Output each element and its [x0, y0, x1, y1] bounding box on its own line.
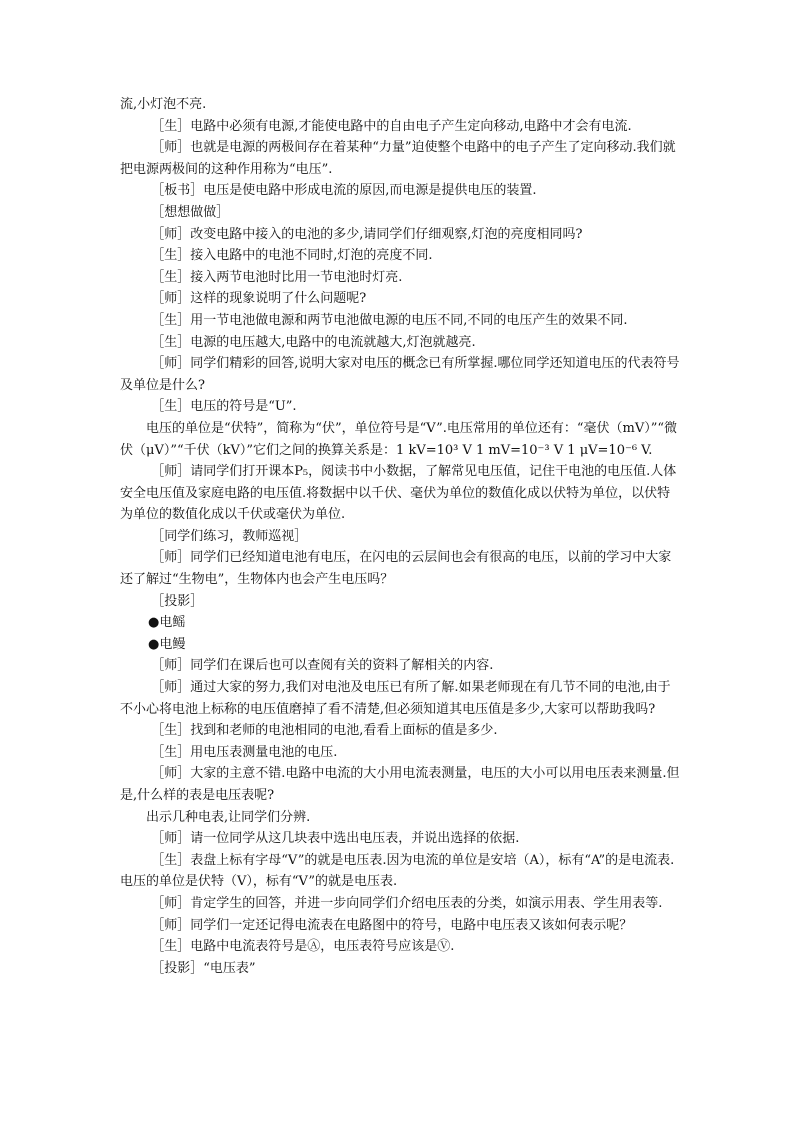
- paragraph-22: ［师］通过大家的努力,我们对电池及电压已有所了解.如果老师现在有几节不同的电池,由于不小心将电池上标称的电压值磨掉了看不清楚,但必须知道其电压值是多少,大家可以帮助我吗?: [120, 680, 671, 717]
- paragraph-27: ［师］请一位同学从这几块表中选出电压表，并说出选择的依据.: [151, 831, 520, 847]
- paragraph-26: 出示几种电表,让同学们分辨.: [146, 809, 311, 825]
- paragraph-14: 电压的单位是“伏特”，简称为“伏”，单位符号是“V”.电压常用的单位还有：“毫伏（mV）”“微伏（μV）”“千伏（kV）”它们之间的换算关系是：1 kV=10³ V 1 mV=10⁻³ V 1 μV=10⁻⁶ V.: [120, 420, 678, 458]
- paragraph-12: ［师］同学们精彩的回答,说明大家对电压的概念已有所掌握.哪位同学还知道电压的代表符号及单位是什么?: [120, 356, 680, 393]
- paragraph-28: ［生］表盘上标有字母“V”的就是电压表.因为电流的单位是安培（A），标有“A”的是电流表.电压的单位是伏特（V），标有“V”的就是电压表.: [120, 852, 675, 890]
- paragraph-31: ［生］电路中电流表符号是Ⓐ，电压表符号应该是Ⓥ.: [151, 939, 455, 955]
- paragraph-18: ［投影］: [151, 593, 204, 609]
- paragraph-5: ［想想做做］: [151, 204, 230, 220]
- paragraph-15: ［师］请同学们打开课本P₅，阅读书中小数据，了解常见电压值，记住干电池的电压值.人体安全电压值及家庭电路的电压值.将数据中以千伏、毫伏为单位的数值化成以伏特为单位，以伏特为单位的数值化成以千伏或毫伏为单位.: [120, 464, 677, 523]
- paragraph-4: ［板书］电压是使电路中形成电流的原因,而电源是提供电压的装置.: [151, 183, 537, 199]
- paragraph-6: ［师］改变电路中接入的电池的多少,请同学们仔细观察,灯泡的亮度相同吗?: [151, 226, 583, 242]
- paragraph-24: ［生］用电压表测量电池的电压.: [151, 744, 338, 760]
- paragraph-23: ［生］找到和老师的电池相同的电池,看看上面标的值是多少.: [151, 723, 498, 739]
- bullet-item-1: ●电鳐: [148, 615, 186, 631]
- paragraph-17: ［师］同学们已经知道电池有电压，在闪电的云层间也会有很高的电压，以前的学习中大家还了解过“生物电”，生物体内也会产生电压吗？: [120, 550, 672, 588]
- paragraph-9: ［师］这样的现象说明了什么问题呢?: [151, 291, 367, 307]
- paragraph-3: ［师］也就是电源的两极间存在着某种“力量”迫使整个电路中的电子产生了定向移动.我们就把电源两极间的这种作用称为“电压”.: [120, 140, 676, 177]
- paragraph-2: ［生］电路中必须有电源,才能使电路中的自由电子产生定向移动,电路中才会有电流.: [151, 118, 632, 134]
- paragraph-25: ［师］大家的主意不错.电路中电流的大小用电流表测量，电压的大小可以用电压表来测量.但是,什么样的表是电压表呢?: [120, 766, 680, 803]
- paragraph-16: ［同学们练习，教师巡视］: [151, 528, 308, 544]
- paragraph-29: ［师］肯定学生的回答，并进一步向同学们介绍电压表的分类，如演示用表、学生用表等.: [151, 895, 663, 911]
- paragraph-32: ［投影］“电压表”: [151, 960, 256, 976]
- paragraph-1: 流,小灯泡不亮.: [120, 97, 207, 112]
- paragraph-8: ［生］接入两节电池时比用一节电池时灯亮.: [151, 269, 403, 285]
- paragraph-13: ［生］电压的符号是“U”.: [151, 399, 297, 415]
- paragraph-21: ［师］同学们在课后也可以查阅有关的资料了解相关的内容.: [151, 658, 494, 674]
- paragraph-11: ［生］电源的电压越大,电路中的电流就越大,灯泡就越亮.: [151, 334, 476, 350]
- paragraph-10: ［生］用一节电池做电源和两节电池做电源的电压不同,不同的电压产生的效果不同.: [151, 312, 628, 328]
- lesson-text: [120, 94, 680, 979]
- bullet-item-2: ●电鳗: [148, 636, 186, 652]
- paragraph-30: ［师］同学们一定还记得电流表在电路图中的符号，电路中电压表又该如何表示呢？: [151, 917, 633, 933]
- paragraph-7: ［生］接入电路中的电池不同时,灯泡的亮度不同.: [151, 248, 433, 264]
